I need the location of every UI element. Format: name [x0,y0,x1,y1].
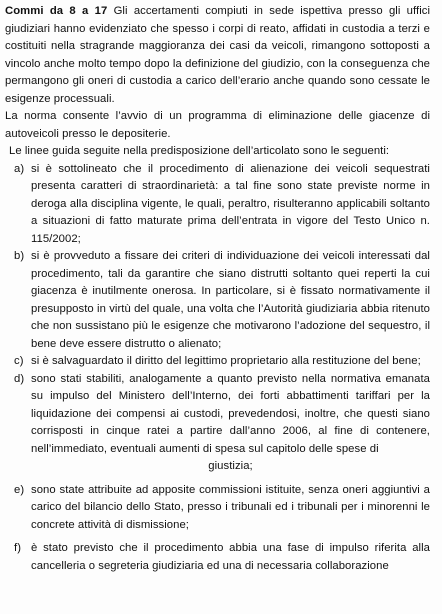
list-item-marker: b) [14,250,25,262]
list-item-text: è stato previsto che il procedimento abbia una fase di impulso riferita alla cancelleria o segreteria giudiziaria ed una di necessaria collaborazione [31,542,430,572]
intro-body: Gli accertamenti compiuti in sede ispettiva presso gli uffici giudiziari hanno evidenziato che spesso i corpi di reato, affidati in custodia a terzi e costituiti nella stragrande maggioranza dei casi da veicoli, rimangono sottoposti a vincolo anche molto tempo dopo la definizione del giudizio, con la conseguenza che permangono gli oneri di custodia a carico dell’erario anche quando sono cessate le esigenze processuali. [5,5,431,105]
list-item-text: si è provveduto a fissare dei criteri di individuazione dei veicoli interessati dal procedimento, tali da garantire che siano distrutti soltanto quei reperti la cui giacenza è inutilmente onerosa. In particolare, si è fissato normativamente il presupposto in virtù del quale, una volta che l’Autorità giudiziaria abbia ritenuto che non sussistano più le esigenze che motivarono l’adozione del sequestro, il bene deve essere distrutto o alienato; [31,250,430,350]
list-item-text: si è salvaguardato il diritto del legittimo proprietario alla restituzione del bene; [31,355,421,367]
list-item-marker: e) [14,483,25,496]
list-item-text: sono stati stabiliti, analogamente a quanto previsto nella normativa emanata su impulso del Ministero dell’Interno, dei forti abbattimenti tariffari per la liquidazione dei compensi ai custodi, prevedendosi, inoltre, che questi siano corrisposti in cinque ratei a partire dall’anno 2006, al fine di contenere, nell’immediato, eventuali aumenti di spesa sul capitolo delle spese di [31,372,430,455]
list-item-marker: c) [14,355,24,367]
linee-guida-paragraph: Le linee guida seguite nella predisposizione dell’articolato sono le seguenti: [9,145,390,157]
intro-paragraph [5,3,430,108]
norma-paragraph: La norma consente l’avvio di un programma di eliminazione delle giacenze di autoveicoli presso le depositerie. [5,110,430,140]
list-item-text: si è sottolineato che il procedimento di alienazione dei veicoli sequestrati presenta caratteri di straordinarietà: a tal fine sono state previste norme in deroga alla disciplina vigente, le quali, peraltro, risulteranno applicabili soltanto a situazioni di fatto maturate prima dell’entrata in vigore del Testo Unico n. 115/2002; [31,162,430,245]
list-item-tail: giustizia; [208,460,253,472]
list-item [5,161,430,249]
list-item [5,482,430,535]
guidelines-list [5,161,430,576]
list-item-marker: a) [14,162,25,175]
list-item [5,371,430,476]
document-body [5,3,430,575]
list-item [5,248,430,353]
list-item-marker: f) [14,542,22,554]
list-item-marker: d) [14,372,25,385]
list-item-text: sono state attribuite ad apposite commissioni istituite, senza oneri aggiuntivi a carico del bilancio dello Stato, presso i tribunali ed i tribunali per i minorenni le concrete attività di dismissione; [31,483,430,531]
list-item [5,353,430,371]
list-item [5,540,430,575]
intro-lead: Commi da 8 a 17 [5,5,108,17]
